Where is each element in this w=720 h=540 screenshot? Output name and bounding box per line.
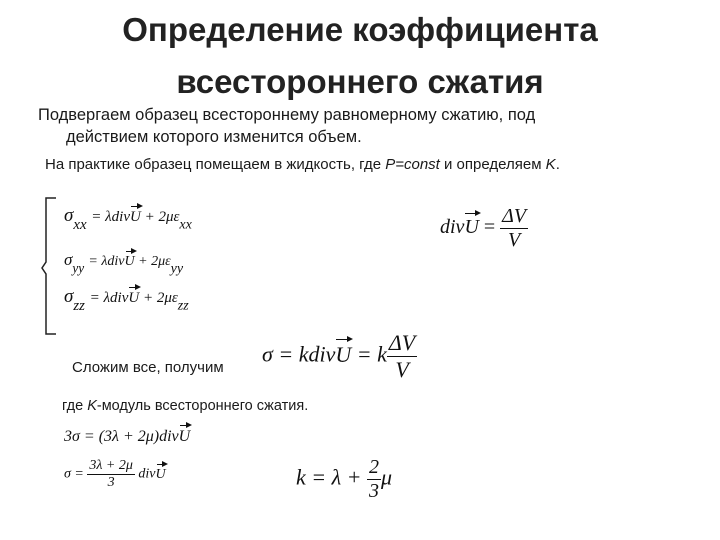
title-line-2: всестороннего сжатия <box>176 63 544 100</box>
slide-title <box>0 4 720 108</box>
where-text: где K-модуль всестороннего сжатия. <box>62 398 309 414</box>
title-line-1: Определение коэффициента <box>122 11 598 48</box>
intro-text <box>38 104 698 148</box>
formula-sigma-k: σ = kdivU = k $\frac{\Delta V}{V}$ <box>262 330 416 382</box>
formula-sigma-zz: $\sigma_{zz}$ = λdivU + $2\mu\varepsilon_{zz}$ <box>64 286 189 315</box>
practice-symbol: K <box>545 156 556 173</box>
practice-suffix: . <box>555 156 560 173</box>
formula-three-sigma: 3σ = (3λ + 2μ)divU <box>64 428 191 445</box>
formula-div-u: divU = $\frac{\Delta V}{V}$ <box>440 205 527 251</box>
practice-middle: и определяем <box>439 156 546 173</box>
sum-text: Сложим все, получим <box>72 359 224 376</box>
practice-condition: P=const <box>385 156 440 173</box>
formula-sigma-xx: $\sigma_{xx}$ = λdivU + $2\mu\varepsilon_{xx}$ <box>64 205 192 234</box>
formula-sigma-frac: σ = $\frac{3\lambda + 2\mu}{3}$ divU <box>64 458 166 490</box>
practice-prefix: На практике образец помещаем в жидкость, где <box>45 156 386 173</box>
intro-line-2: действием которого изменится объем. <box>66 128 362 146</box>
system-brace-icon <box>40 196 60 336</box>
formula-k: k = λ + $\frac{2}{3}$ μ <box>296 456 393 502</box>
formula-sigma-yy: $\sigma_{yy}$ = λdivU + $2\mu\varepsilon_{yy}$ <box>64 250 184 277</box>
practice-text <box>45 154 560 176</box>
intro-line-1: Подвергаем образец всестороннему равномерному сжатию, под <box>38 106 536 124</box>
